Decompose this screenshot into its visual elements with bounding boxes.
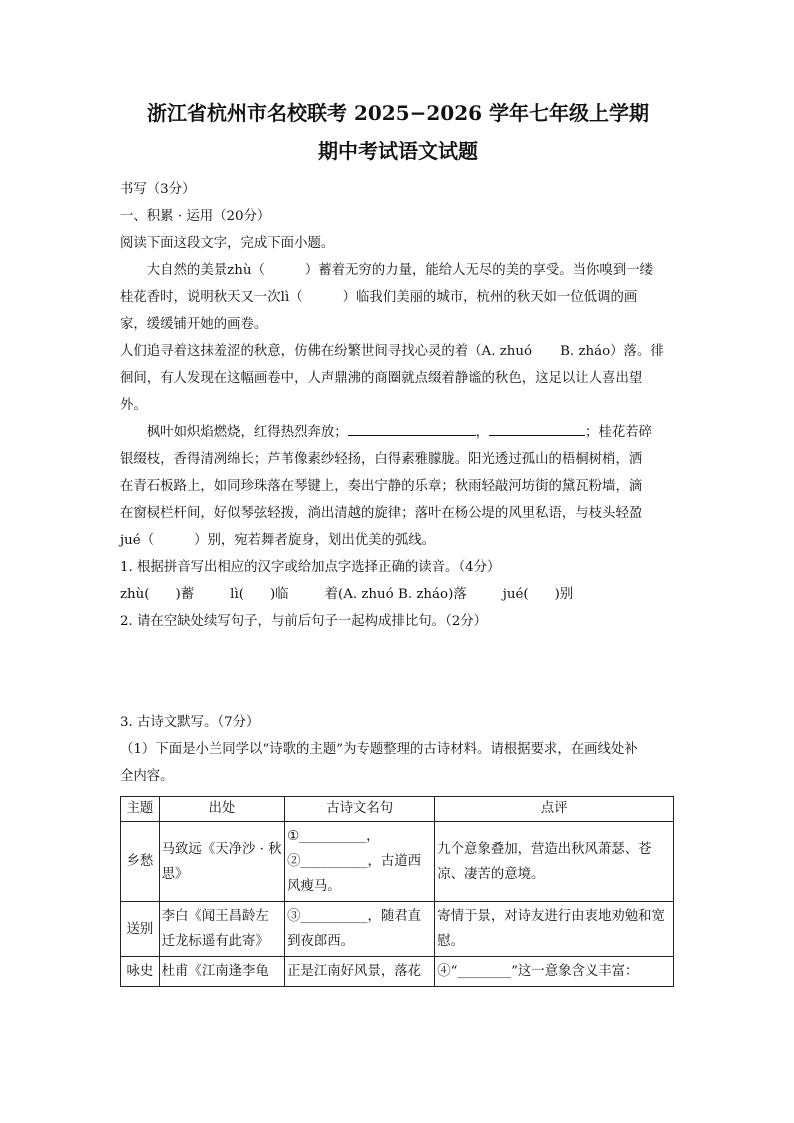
- question-3: 3. 古诗文默写。（7分）: [120, 715, 260, 730]
- cell-source: 杜甫《江南逢李龟: [159, 957, 284, 987]
- exam-title-line1: 浙江省杭州市名校联考 2025−2026 学年七年级上学期: [146, 101, 649, 125]
- passage-line: jué（ ）别，宛若舞者旋身，划出优美的弧线。: [120, 533, 436, 548]
- answer-space[interactable]: [120, 635, 676, 709]
- question-1-items: zhù( )蓄 lì( )临 着(A. zhuó B. zháo)落 jué( )别: [120, 587, 574, 602]
- question-2: 2. 请在空缺处续写句子，与前后句子一起构成排比句。（2分）: [120, 614, 488, 629]
- cell-theme: 乡愁: [121, 822, 160, 902]
- question-1: 1. 根据拼音写出相应的汉字或给加点字选择正确的读音。（4分）: [120, 560, 501, 575]
- cell-theme: 送别: [121, 902, 160, 957]
- table-row: [121, 902, 674, 957]
- poetry-table: [120, 796, 674, 987]
- cell-comment: 九个意象叠加，营造出秋风萧瑟、苍凉、凄苦的意境。: [435, 822, 674, 902]
- answer-blank[interactable]: [489, 434, 585, 436]
- exam-title-line2: 期中考试语文试题: [318, 139, 478, 163]
- header-source: 出处: [159, 797, 284, 822]
- cell-comment: 寄情于景，对诗友进行由衷地劝勉和宽慰。: [435, 902, 674, 957]
- verse-blank-1[interactable]: ①__________，: [287, 829, 380, 844]
- passage-line: 桂花香时，说明秋天又一次lì（ ）临我们美丽的城市，杭州的秋天如一位低调的画: [120, 290, 638, 305]
- cell-source: 李白《闻王昌龄左迁龙标遥有此寄》: [159, 902, 284, 957]
- passage-line: 外。: [120, 398, 147, 413]
- passage-line: 枫叶如炽焰燃烧，红得热烈奔放； ， ；桂花若碎: [146, 425, 652, 440]
- cell-verse: 正是江南好风景，落花: [285, 957, 435, 987]
- header-comment: 点评: [435, 797, 674, 822]
- cell-theme: 咏史: [121, 957, 160, 987]
- passage-line: 在窗棂栏杆间，好似琴弦轻拨，淌出清越的旋律；落叶在杨公堤的风里私语，与枝头轻盈: [120, 506, 643, 521]
- table-header-row: [121, 797, 674, 822]
- passage: [120, 257, 676, 554]
- header-theme: 主题: [121, 797, 160, 822]
- reading-instruction: 阅读下面这段文字，完成下面小题。: [120, 236, 335, 251]
- passage-line: 家，缓缓铺开她的画卷。: [120, 317, 268, 332]
- verse-blank-2[interactable]: ②__________，古道西风瘦马。: [287, 854, 422, 894]
- passage-line: 在青石板路上，如同珍珠落在琴键上，奏出宁静的乐章；秋雨轻敲河坊街的黛瓦粉墙，滴: [120, 479, 643, 494]
- passage-line: 徊间，有人发现在这幅画卷中，人声鼎沸的商圈就点缀着静谧的秋色，这足以让人喜出望: [120, 371, 643, 386]
- question-3-sub1-cont: 全内容。: [120, 769, 174, 784]
- header-verse: 古诗文名句: [285, 797, 435, 822]
- passage-line: 大自然的美景zhù（ ）蓄着无穷的力量，能给人无尽的美的享受。当你嗅到一缕: [146, 263, 653, 278]
- exam-page: [120, 96, 676, 987]
- cell-source: 马致远《天净沙 · 秋思》: [159, 822, 284, 902]
- answer-blank[interactable]: [348, 434, 476, 436]
- table-row: [121, 957, 674, 987]
- table-row: [121, 822, 674, 902]
- part-one-heading: 一、积累 · 运用（20分）: [120, 209, 271, 224]
- writing-section: 书写（3分）: [120, 182, 196, 197]
- cell-verse[interactable]: ③__________，随君直到夜郎西。: [285, 902, 435, 957]
- passage-line: 银缀枝，香得清冽绵长；芦苇像素纱轻扬，白得素雅朦胧。阳光透过孤山的梧桐树梢，洒: [120, 452, 643, 467]
- cell-verse[interactable]: [285, 822, 435, 902]
- question-3-sub1: （1）下面是小兰同学以“诗歌的主题”为专题整理的古诗材料。请根据要求，在画线处补: [120, 742, 638, 757]
- passage-line: 人们追寻着这抹羞涩的秋意，仿佛在纷繁世间寻找心灵的着（A. zhuó B. zháo）落。徘: [120, 344, 664, 359]
- cell-comment[interactable]: ④“________”这一意象含义丰富：: [435, 957, 674, 987]
